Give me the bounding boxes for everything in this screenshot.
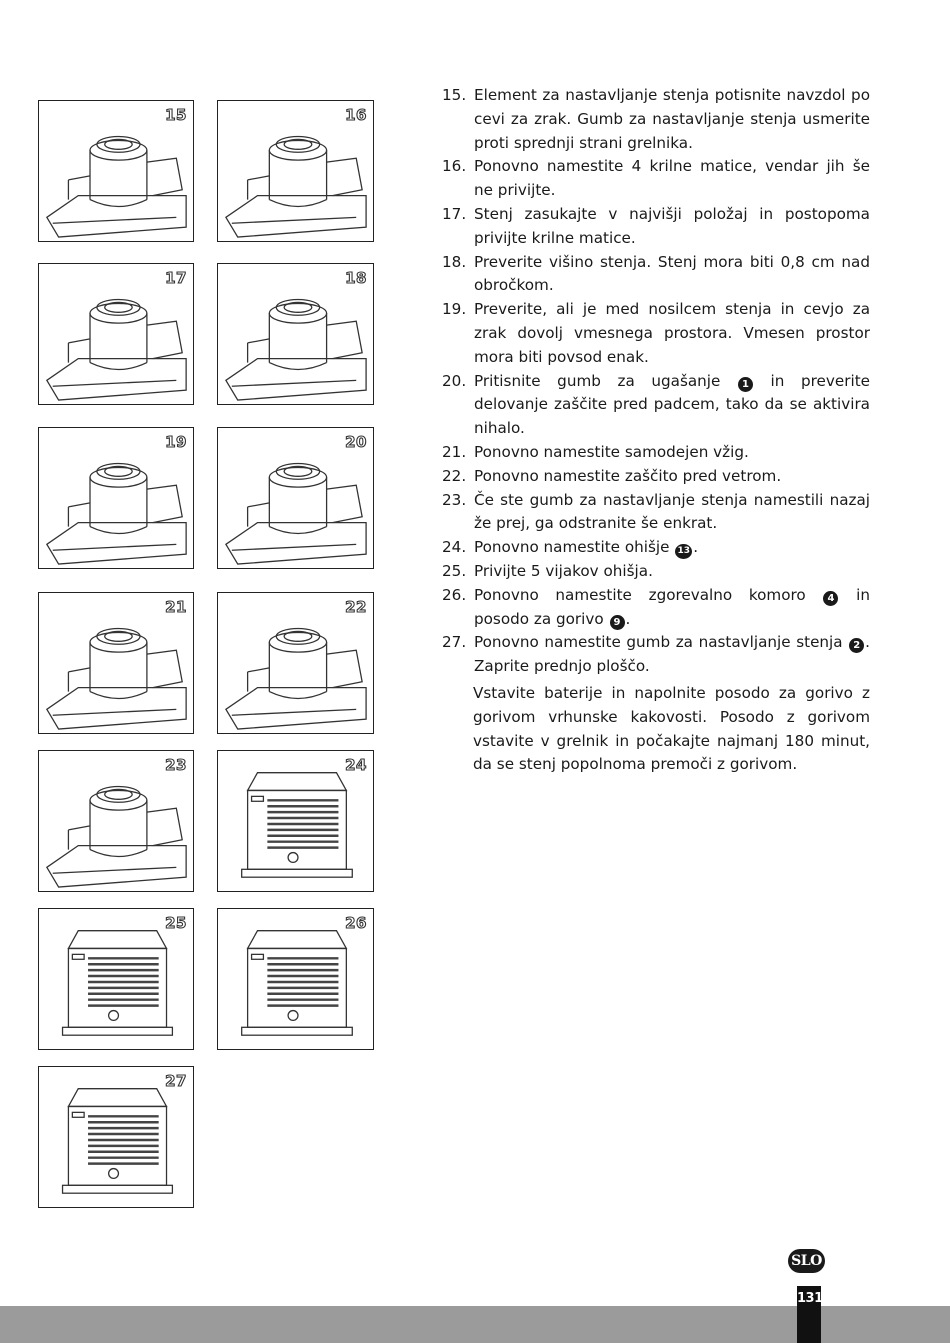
list-item (442, 84, 870, 155)
step-text: Pritisnite gumb za ugašanje 1 in preverite delovanje zaščite pred padcem, tako da se aktivira nihalo. (474, 371, 870, 438)
step-number: 23. (442, 490, 467, 509)
step-number: 20. (442, 371, 467, 390)
list-item (442, 370, 870, 441)
figure-number: 23 (165, 756, 187, 774)
list-item (442, 155, 870, 203)
ref-marker: 13 (675, 544, 692, 559)
ref-marker: 4 (823, 591, 838, 606)
list-item (442, 560, 870, 584)
ref-marker: 9 (610, 615, 625, 630)
figure-number: 15 (165, 106, 187, 124)
step-text: Če ste gumb za nastavljanje stenja namestili nazaj že prej, ga odstranite še enkrat. (474, 490, 870, 533)
figure-number: 27 (165, 1072, 187, 1090)
step-number: 27. (442, 633, 467, 652)
instruction-list (442, 84, 870, 679)
list-item (442, 631, 870, 679)
step-text: Element za nastavljanje stenja potisnite navzdol po cevi za zrak. Gumb za nastavljanje stenja usmerite proti sprednji strani grelnika. (474, 86, 870, 152)
figure-number: 26 (345, 914, 367, 932)
heater-illustration (63, 1089, 173, 1194)
step-text: Privijte 5 vijakov ohišja. (474, 561, 653, 580)
figure-number: 22 (345, 598, 367, 616)
list-item (442, 298, 870, 369)
step-number: 17. (442, 204, 467, 223)
step-text: Ponovno namestite samodejen vžig. (474, 442, 749, 461)
step-text: Ponovno namestite zaščito pred vetrom. (474, 466, 782, 485)
heater-illustration (242, 773, 353, 878)
step-text: Preverite, ali je med nosilcem stenja in cevjo za zrak dovolj vmesnega prostora. Vmesen prostor mora biti povsod enak. (474, 300, 870, 366)
step-text: Preverite višino stenja. Stenj mora biti 0,8 cm nad obročkom. (474, 252, 870, 295)
step-number: 18. (442, 252, 467, 271)
figure-27 (38, 1066, 194, 1208)
figure-24 (217, 750, 374, 892)
figure-15 (38, 100, 194, 242)
step-text: Ponovno namestite zgorevalno komoro 4 in posodo za gorivo 9 . (474, 585, 870, 628)
heater-illustration (63, 931, 173, 1036)
step-number: 15. (442, 86, 467, 104)
step-text: Ponovno namestite gumb za nastavljanje stenja 2 . Zaprite prednjo ploščo. (474, 633, 870, 676)
figure-20 (217, 427, 374, 569)
burner-illustration (226, 463, 366, 564)
language-badge: SLO (788, 1249, 825, 1273)
list-item (442, 489, 870, 537)
step-number: 24. (442, 538, 467, 557)
burner-illustration (226, 299, 366, 400)
figure-number: 16 (345, 106, 367, 124)
list-item (442, 584, 870, 632)
burner-illustration (47, 628, 186, 729)
ref-marker: 2 (849, 638, 864, 653)
heater-illustration (242, 931, 353, 1036)
figure-17 (38, 263, 194, 405)
burner-illustration (47, 463, 186, 564)
step-number: 26. (442, 585, 467, 604)
step-number: 22. (442, 466, 467, 485)
list-item (442, 251, 870, 299)
figure-23 (38, 750, 194, 892)
figure-22 (217, 592, 374, 734)
step-number: 25. (442, 561, 467, 580)
burner-illustration (47, 136, 186, 237)
list-item (442, 203, 870, 251)
figure-number: 25 (165, 914, 187, 932)
page-number: 131 (797, 1286, 821, 1343)
list-item (442, 465, 870, 489)
figure-number: 19 (165, 433, 187, 451)
figure-21 (38, 592, 194, 734)
figure-number: 18 (345, 269, 367, 287)
burner-illustration (226, 136, 366, 237)
figure-19 (38, 427, 194, 569)
figure-number: 20 (345, 433, 367, 451)
step-number: 16. (442, 157, 467, 176)
ref-marker: 1 (738, 377, 753, 392)
step-text: Ponovno namestite ohišje 13 . (474, 536, 870, 560)
closing-paragraph: Vstavite baterije in napolnite posodo za gorivo z gorivom vrhunske kakovosti. Posodo z gorivom vstavite v grelnik in počakajte najmanj 180 minut, da se stenj popolnoma premoči z gorivom. (473, 684, 870, 774)
figure-25 (38, 908, 194, 1050)
list-item (442, 441, 870, 465)
step-text: Ponovno namestite 4 krilne matice, vendar jih še ne privijte. (474, 157, 870, 200)
list-item (442, 536, 870, 560)
burner-illustration (47, 786, 186, 887)
step-text: Stenj zasukajte v najvišji položaj in postopoma privijte krilne matice. (474, 204, 870, 247)
step-number: 21. (442, 442, 467, 461)
figure-number: 21 (165, 598, 187, 616)
figure-number: 24 (345, 756, 367, 774)
step-number: 19. (442, 300, 467, 319)
figure-16 (217, 100, 374, 242)
burner-illustration (47, 299, 186, 400)
figure-26 (217, 908, 374, 1050)
figure-number: 17 (165, 269, 187, 287)
burner-illustration (226, 628, 366, 729)
figure-18 (217, 263, 374, 405)
